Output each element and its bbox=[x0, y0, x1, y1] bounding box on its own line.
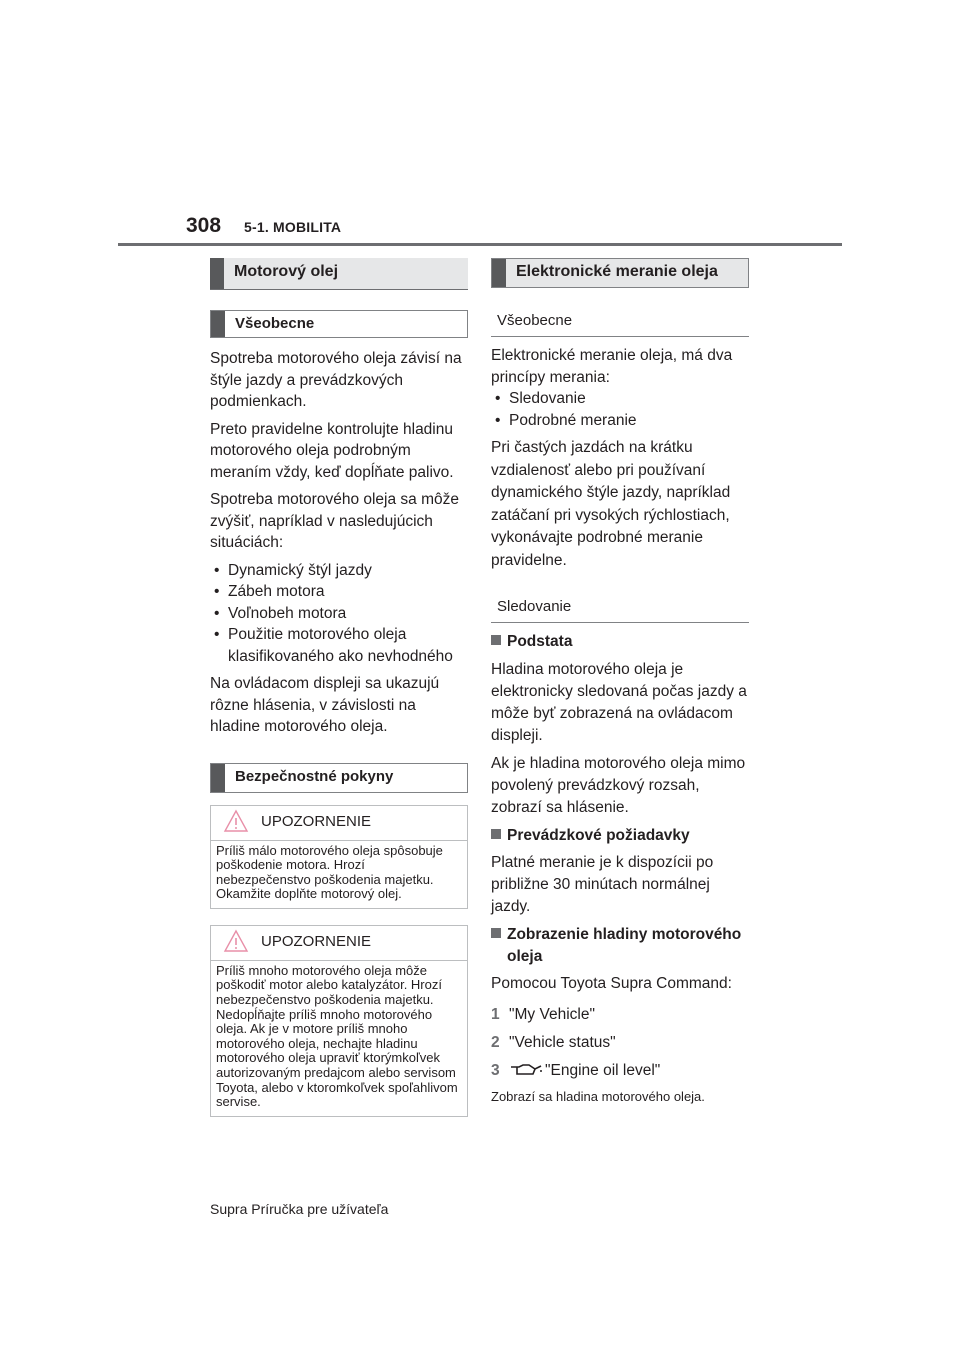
chapter-title: 5-1. MOBILITA bbox=[244, 219, 342, 235]
heading-principle: Podstata bbox=[491, 631, 749, 653]
heading-display-oil-level: Zobrazenie hladiny motorového oleja bbox=[491, 924, 749, 967]
warning-triangle-icon bbox=[223, 929, 249, 953]
warning-title: UPOZORNENIE bbox=[261, 932, 372, 950]
paragraph: Platné meranie je k dispozícii po približne 30 minútach normálnej jazdy. bbox=[491, 854, 714, 915]
paragraph: Spotreba motorového oleja závisí na štýle jazdy a prevádzkových podmienkach. bbox=[210, 350, 462, 410]
warning-text: Príliš mnoho motorového oleja môže poškodiť motor alebo katalyzátor. Hrozí nebezpečenstvo poškodenia majetku. Nedopĺňajte príliš mnoho motorového oleja. Ak je v motore príliš mnoho motorového oleja, nechajte hladinu motorového oleja upraviť ktorýmkoľvek autorizovaným predajcom alebo servisom Toyota, alebo v ktoromkoľvek spoľahlivom servise. bbox=[216, 962, 458, 1110]
warning-triangle-icon bbox=[223, 809, 249, 833]
list-item: • Dynamický štýl jazdy bbox=[210, 560, 468, 582]
bullet-list bbox=[491, 388, 749, 431]
paragraph: Hladina motorového oleja je elektronicky sledovaná počas jazdy a môže byť zobrazená na ovládacom displeji. bbox=[491, 660, 747, 744]
warning-box bbox=[210, 925, 468, 1117]
paragraph: Elektronické meranie oleja, má dva princípy merania: bbox=[491, 347, 733, 386]
warning-title: UPOZORNENIE bbox=[261, 812, 372, 830]
list-item: • Podrobné meranie bbox=[491, 410, 749, 432]
step-item: 1 "My Vehicle" bbox=[491, 1005, 595, 1023]
paragraph: Na ovládacom displeji sa ukazujú rôzne hlásenia, v závislosti na hladine motorového oleja. bbox=[210, 675, 440, 735]
step-list bbox=[491, 1001, 749, 1085]
heading-requirements: Prevádzkové požiadavky bbox=[491, 825, 749, 847]
warning-text: Príliš málo motorového oleja spôsobuje poškodenie motora. Hrozí nebezpečenstvo poškodenia majetku. Okamžite doplňte motorový olej. bbox=[216, 842, 443, 902]
subheading-monitoring: Sledovanie bbox=[491, 594, 749, 623]
paragraph: Spotreba motorového oleja sa môže zvýšiť, napríklad v nasledujúcich situáciách: bbox=[210, 491, 460, 551]
list-item: • Použitie motorového oleja klasifikovaného ako nevhodného bbox=[210, 624, 468, 667]
warning-box bbox=[210, 805, 468, 909]
section-heading-electronic-oil: Elektronické meranie oleja bbox=[491, 258, 749, 288]
footer: Supra Príručka pre užívateľa bbox=[210, 1201, 389, 1217]
paragraph: Preto pravidelne kontrolujte hladinu motorového oleja podrobným meraním vždy, keď dopĺňate palivo. bbox=[210, 420, 454, 481]
right-column bbox=[491, 258, 749, 1105]
header-rule bbox=[118, 243, 842, 246]
step-item: 3 "Engine oil level" bbox=[491, 1061, 661, 1079]
list-item: • Voľnobeh motora bbox=[210, 603, 468, 625]
bullet-list bbox=[210, 560, 468, 668]
section-heading-motor-oil: Motorový olej bbox=[210, 258, 468, 290]
subheading-safety: Bezpečnostné pokyny bbox=[210, 763, 468, 793]
step-item: 2 "Vehicle status" bbox=[491, 1033, 616, 1051]
note: Zobrazí sa hladina motorového oleja. bbox=[491, 1088, 705, 1104]
list-item: • Sledovanie bbox=[491, 388, 749, 410]
oil-can-icon bbox=[509, 1062, 543, 1076]
paragraph: Pri častých jazdách na krátku vzdialenosť alebo pri používaní dynamického štýle jazdy, napríklad zatáčaní pri vysokých rýchlostiach, vykonávajte podrobné meranie pravidelne. bbox=[491, 439, 731, 569]
page-number: 308 bbox=[186, 214, 222, 237]
list-item: • Zábeh motora bbox=[210, 581, 468, 603]
subheading-general: Všeobecne bbox=[491, 308, 749, 337]
left-column bbox=[210, 258, 468, 1117]
paragraph: Ak je hladina motorového oleja mimo povolený prevádzkový rozsah, zobrazí sa hlásenie. bbox=[491, 754, 746, 816]
subheading-general: Všeobecne bbox=[210, 310, 468, 338]
paragraph: Pomocou Toyota Supra Command: bbox=[491, 975, 732, 992]
